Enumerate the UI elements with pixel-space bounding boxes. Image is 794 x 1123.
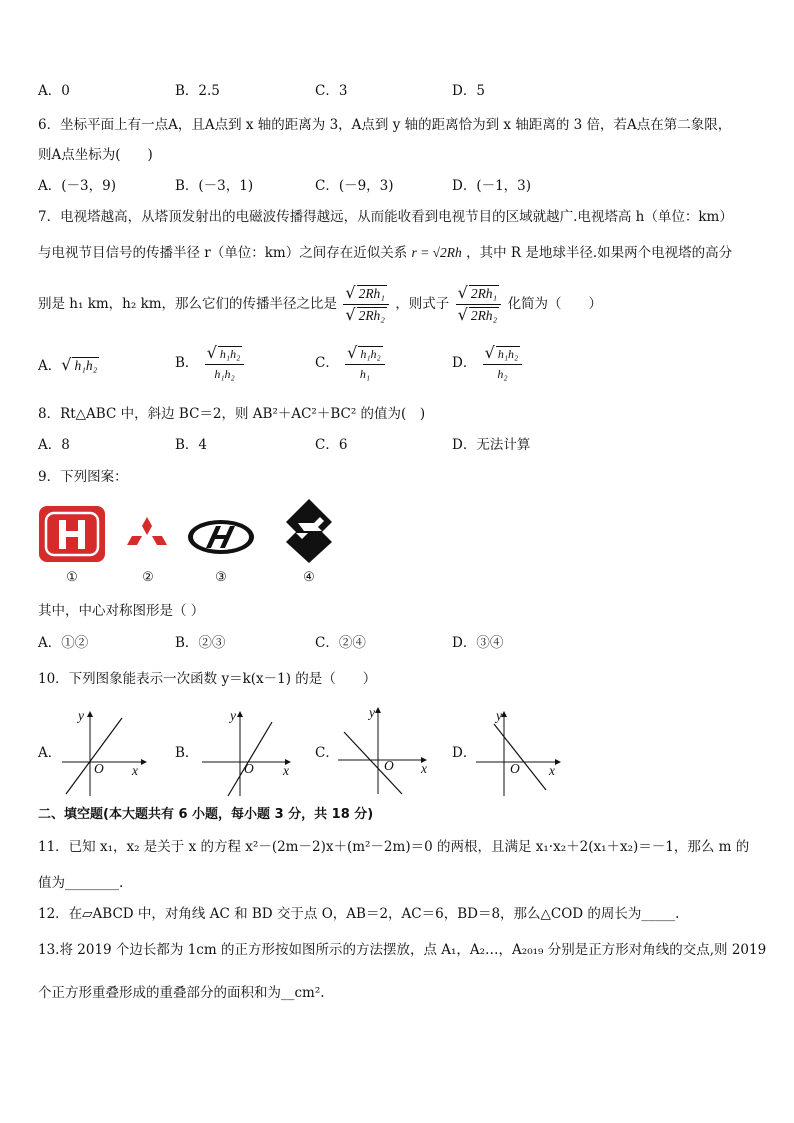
q7-line3 — [38, 284, 602, 325]
expression-numerator: 2Rh₁ — [470, 286, 498, 301]
graph-b-origin-label: O — [244, 761, 254, 776]
q12-line1: 12．在▱ABCD 中，对角线 AC 和 BD 交于点 O，AB＝2，AC＝6，BD＝8，那么△COD 的周长为_____. — [38, 906, 680, 922]
ratio-denominator: 2Rh₂ — [358, 308, 386, 323]
q7-line3-text-a: 别是 h₁ km，h₂ km，那么它们的传播半径之比是 — [38, 296, 338, 312]
q10-line1: 10．下列图象能表示一次函数 y＝k(x－1) 的是（ ） — [38, 671, 377, 687]
graph-a-origin-label: O — [94, 761, 104, 776]
q6-options — [38, 177, 758, 195]
q7-line2 — [38, 244, 732, 262]
q9-line1: 9．下列图案： — [38, 469, 128, 485]
graph-d-x-label: x — [549, 763, 555, 778]
graph-d-line — [494, 724, 546, 790]
graph-a-y-label: y — [78, 708, 84, 723]
option-a: A．0 — [38, 83, 70, 99]
graph-a — [58, 708, 148, 798]
q9-options — [38, 634, 758, 652]
option-c: C． $\frac{\text{√ h₁h₂}}{\text{h₁}}$ — [315, 344, 387, 383]
option-c-den: h₁ — [359, 367, 370, 381]
option-a: A． — [38, 745, 62, 761]
ratio-numerator: 2Rh₁ — [358, 286, 386, 301]
q11-line1: 11．已知 x₁，x₂ 是关于 x 的方程 x²－(2m－2)x＋(m²－2m)＝0 的两根，且满足 x₁·x₂＋2(x₁＋x₂)＝－1，那么 m 的 — [38, 839, 750, 855]
logo-1-h-badge-icon — [38, 505, 106, 563]
option-d: D． — [452, 745, 477, 761]
expression-fraction: $\frac{\text{√ 2Rh₁}}{\text{√ 2Rh₂}}$ — [456, 284, 502, 325]
logo-4-label: ④ — [303, 570, 315, 585]
option-d: D．(－1，3) — [452, 178, 532, 194]
option-c: C．(－9，3) — [315, 178, 394, 194]
q7-line2-text-a: 与电视节目信号的传播半径 r（单位：km）之间存在近似关系 — [38, 245, 408, 261]
logo-3-label: ③ — [215, 570, 227, 585]
option-c-num: h₁h₂ — [360, 347, 381, 361]
graph-d-origin-label: O — [510, 761, 520, 776]
option-d: D．③④ — [452, 635, 504, 651]
graph-b — [200, 708, 292, 798]
graph-a-x-label: x — [132, 763, 138, 778]
option-c: C．②④ — [315, 635, 366, 651]
q6-line2: 则A点坐标为( ) — [38, 147, 153, 163]
option-b: B．2.5 — [175, 83, 220, 99]
graph-c — [336, 704, 428, 796]
logo-4-diamond-s-icon — [284, 497, 334, 565]
logo-2-three-diamonds-icon — [125, 515, 169, 555]
option-d-num: h₁h₂ — [497, 347, 519, 361]
q7-line3-text-c: 化简为（ ） — [507, 296, 603, 312]
q13-line1: 13.将 2019 个边长都为 1cm 的正方形按如图所示的方法摆放，点 A₁，A₂…，A₂₀₁₉ 分别是正方形对角线的交点,则 2019 — [38, 942, 767, 958]
q5-options — [38, 82, 758, 100]
graph-d-y-label: y — [496, 708, 502, 723]
q11-line2: 值为________. — [38, 875, 124, 891]
option-c: C．3 — [315, 83, 348, 99]
logo-1-label: ① — [66, 570, 78, 585]
ratio-fraction: $\frac{\text{√ 2Rh₁}}{\text{√ 2Rh₂}}$ — [343, 284, 389, 325]
option-d: D． $\frac{\text{√ h₁h₂}}{\text{h₂}}$ — [452, 344, 524, 383]
q7-line3-text-b: ，则式子 — [395, 296, 450, 312]
logo-3-oval-h-icon — [186, 518, 256, 556]
option-d: D．5 — [452, 83, 485, 99]
graph-c-x-label: x — [421, 761, 427, 776]
logo-2-label: ② — [142, 570, 154, 585]
option-b-num: h₁h₂ — [219, 347, 241, 361]
q8-options — [38, 436, 758, 454]
q7-relation: r = √2Rh — [411, 245, 462, 260]
option-b-label: B． — [175, 355, 199, 371]
option-b: B． $\frac{\text{√ h₁h₂}}{\text{h₁h₂}}$ — [175, 344, 246, 383]
option-d-den: h₂ — [497, 367, 508, 381]
q8-line1: 8．Rt△ABC 中，斜边 BC＝2，则 AB²＋AC²＋BC² 的值为( ) — [38, 406, 426, 422]
expression-denominator: 2Rh₂ — [470, 308, 498, 323]
graph-d — [474, 708, 562, 798]
option-a: A．8 — [38, 437, 70, 453]
option-b: B．(－3，1) — [175, 178, 254, 194]
option-b: B．②③ — [175, 635, 226, 651]
option-c-label: C． — [315, 355, 339, 371]
option-a: A．(－3，9) — [38, 178, 116, 194]
option-d: D．无法计算 — [452, 437, 531, 453]
option-a-expr: h₁h₂ — [74, 358, 98, 373]
graph-b-y-label: y — [230, 708, 236, 723]
graph-a-line — [66, 718, 122, 794]
q7-options — [38, 344, 758, 384]
q9-prompt: 其中，中心对称图形是（ ） — [38, 603, 205, 619]
q13-line2: 个正方形重叠形成的重叠部分的面积和为__cm². — [38, 985, 325, 1001]
option-c: C． — [315, 745, 339, 761]
q6-line1: 6．坐标平面上有一点A，且A点到 x 轴的距离为 3，A点到 y 轴的距离恰为到 x 轴距离的 3 倍，若A点在第二象限， — [38, 117, 732, 133]
option-b-den: h₁h₂ — [214, 367, 235, 381]
option-d-label: D． — [452, 355, 477, 371]
option-c: C．6 — [315, 437, 348, 453]
option-b: B．4 — [175, 437, 208, 453]
graph-b-line — [228, 722, 272, 796]
q7-line2-text-b: ，其中 R 是地球半径.如果两个电视塔的高分 — [466, 245, 733, 261]
graph-c-origin-label: O — [384, 758, 394, 773]
graph-b-x-label: x — [283, 763, 289, 778]
q7-line1: 7．电视塔越高，从塔顶发射出的电磁波传播得越远，从而能收看到电视节目的区域就越广.电视塔高 h（单位：km） — [38, 209, 733, 225]
option-a: A．√ h₁h₂ — [38, 355, 98, 374]
section-2-title: 二、填空题(本大题共有 6 小题，每小题 3 分，共 18 分) — [38, 807, 374, 822]
option-a: A．①② — [38, 635, 89, 651]
graph-c-y-label: y — [369, 705, 375, 720]
option-b: B． — [175, 745, 199, 761]
option-a-label: A． — [38, 358, 62, 374]
